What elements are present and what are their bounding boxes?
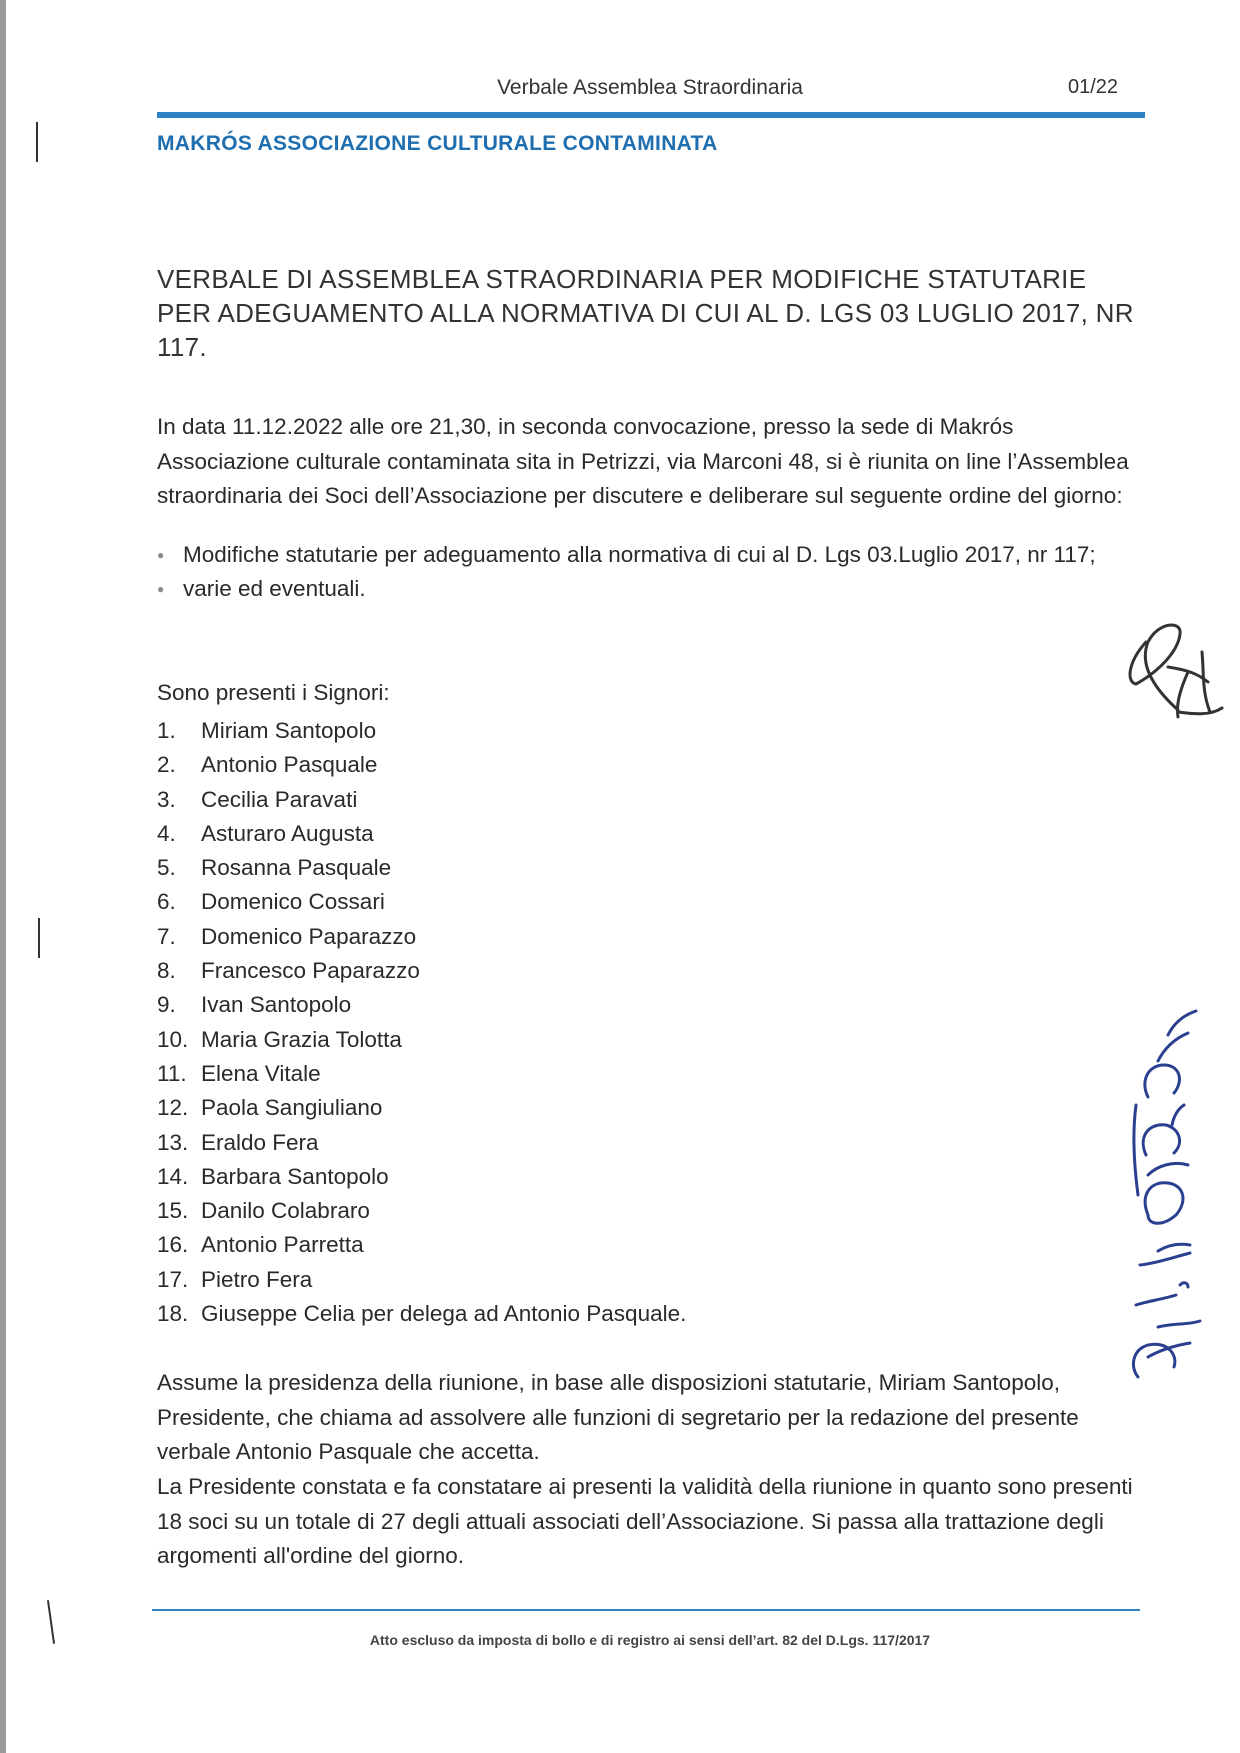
attendee-number: 14.: [157, 1163, 189, 1189]
presents-heading: Sono presenti i Signori:: [157, 680, 390, 705]
attendee-name: Danilo Colabraro: [201, 1198, 370, 1224]
agenda-item: ● Modifiche statutarie per adeguamento alla normativa di cui al D. Lgs 03.Luglio 2017, nr 117;: [157, 538, 1117, 572]
organization-name: MAKRÓS ASSOCIAZIONE CULTURALE CONTAMINATA: [157, 132, 718, 155]
attendee-number: 15.: [157, 1198, 189, 1224]
presidency-paragraph: Assume la presidenza della riunione, in base alle disposizioni statutarie, Miriam Santopolo, Presidente, che chiama ad assolvere alle funzioni di segretario per la redazione del presente verbale Antonio Pasquale che accetta.: [157, 1370, 1079, 1464]
attendee-number: 1.: [157, 718, 176, 743]
attendee-number: 4.: [157, 820, 176, 846]
intro-paragraph: In data 11.12.2022 alle ore 21,30, in seconda convocazione, presso la sede di Makrós Associazione culturale contaminata sita in Petrizzi, via Marconi 48, si è riunita on line l’Assemblea straordinaria dei Soci dell’Associazione per discutere e deliberare sul seguente ordine del giorno:: [157, 414, 1129, 508]
attendee-name: Antonio Parretta: [201, 1232, 364, 1258]
scan-edge: [0, 0, 6, 1753]
attendee-name: Domenico Paparazzo: [201, 923, 417, 949]
attendee-item: [157, 1023, 686, 1057]
binding-mark: [38, 918, 40, 958]
attendee-number: 6.: [157, 889, 176, 915]
attendee-name: Pietro Fera: [201, 1266, 313, 1292]
attendee-item: [157, 1126, 686, 1160]
attendee-number: 13.: [157, 1129, 189, 1155]
attendee-item: [157, 1228, 686, 1262]
attendee-name: Cecilia Paravati: [201, 786, 358, 812]
attendee-number: 3.: [157, 786, 176, 812]
attendee-list: [157, 714, 686, 1331]
attendee-item: [157, 885, 686, 919]
header-divider: [157, 112, 1145, 118]
attendee-name: Antonio Pasquale: [201, 752, 378, 778]
attendee-number: 16.: [157, 1232, 189, 1258]
attendee-item: [157, 817, 686, 851]
attendee-number: 5.: [157, 855, 176, 881]
attendee-item: [157, 1057, 686, 1091]
attendee-item: [157, 954, 686, 988]
attendee-name: Paola Sangiuliano: [201, 1095, 383, 1121]
attendee-number: 8.: [157, 958, 176, 984]
attendee-item: [157, 1297, 686, 1331]
footer-divider: [152, 1609, 1140, 1611]
attendee-name: Elena Vitale: [201, 1060, 321, 1086]
attendee-name: Rosanna Pasquale: [201, 855, 392, 881]
attendee-name: Asturaro Augusta: [201, 820, 374, 846]
attendee-number: 9.: [157, 992, 176, 1018]
attendee-number: 11.: [157, 1060, 187, 1086]
header-title: Verbale Assemblea Straordinaria: [497, 76, 803, 99]
validity-paragraph: La Presidente constata e fa constatare ai presenti la validità della riunione in quanto sono presenti 18 soci su un totale di 27 degli attuali associati dell’Associazione. Si passa alla trattazione degli argomenti all'ordine del giorno.: [157, 1474, 1133, 1568]
attendee-item: [157, 851, 686, 885]
document-title: VERBALE DI ASSEMBLEA STRAORDINARIA PER MODIFICHE STATUTARIE PER ADEGUAMENTO ALLA NORMATIVA DI CUI AL D. LGS 03 LUGLIO 2017, NR 117.: [157, 264, 1134, 362]
attendee-number: 18.: [157, 1301, 189, 1327]
attendee-item: [157, 1194, 686, 1228]
attendee-item: [157, 714, 686, 748]
attendee-item: [157, 783, 686, 817]
attendee-name: Barbara Santopolo: [201, 1163, 389, 1189]
signature-miriam-santopolo: [1118, 1005, 1218, 1385]
attendee-name: Eraldo Fera: [201, 1129, 319, 1155]
agenda-item: ● varie ed eventuali.: [157, 572, 1117, 606]
attendee-number: 7.: [157, 923, 176, 949]
attendee-item: [157, 1091, 686, 1125]
attendee-number: 12.: [157, 1095, 189, 1121]
attendee-name: Francesco Paparazzo: [201, 958, 420, 984]
attendee-name: Giuseppe Celia per delega ad Antonio Pasquale.: [201, 1301, 687, 1327]
attendee-name: Maria Grazia Tolotta: [201, 1026, 402, 1052]
attendee-name: Domenico Cossari: [201, 889, 385, 915]
attendee-item: [157, 1263, 686, 1297]
agenda-list: [157, 538, 1117, 606]
attendee-number: 17.: [157, 1266, 189, 1292]
binding-mark: [36, 122, 38, 162]
attendee-item: [157, 1160, 686, 1194]
attendee-name: Ivan Santopolo: [201, 992, 352, 1018]
attendee-item: [157, 988, 686, 1022]
signature-initials: [1118, 612, 1228, 730]
attendee-name: Miriam Santopolo: [201, 718, 377, 743]
attendee-number: 10.: [157, 1026, 189, 1052]
attendee-number: 2.: [157, 752, 176, 778]
footer-note: Atto escluso da imposta di bollo e di registro ai sensi dell’art. 82 del D.Lgs. 117/2017: [369, 1632, 931, 1648]
attendee-item: [157, 920, 686, 954]
page-number: 01/22: [1068, 76, 1119, 98]
attendee-item: [157, 748, 686, 782]
